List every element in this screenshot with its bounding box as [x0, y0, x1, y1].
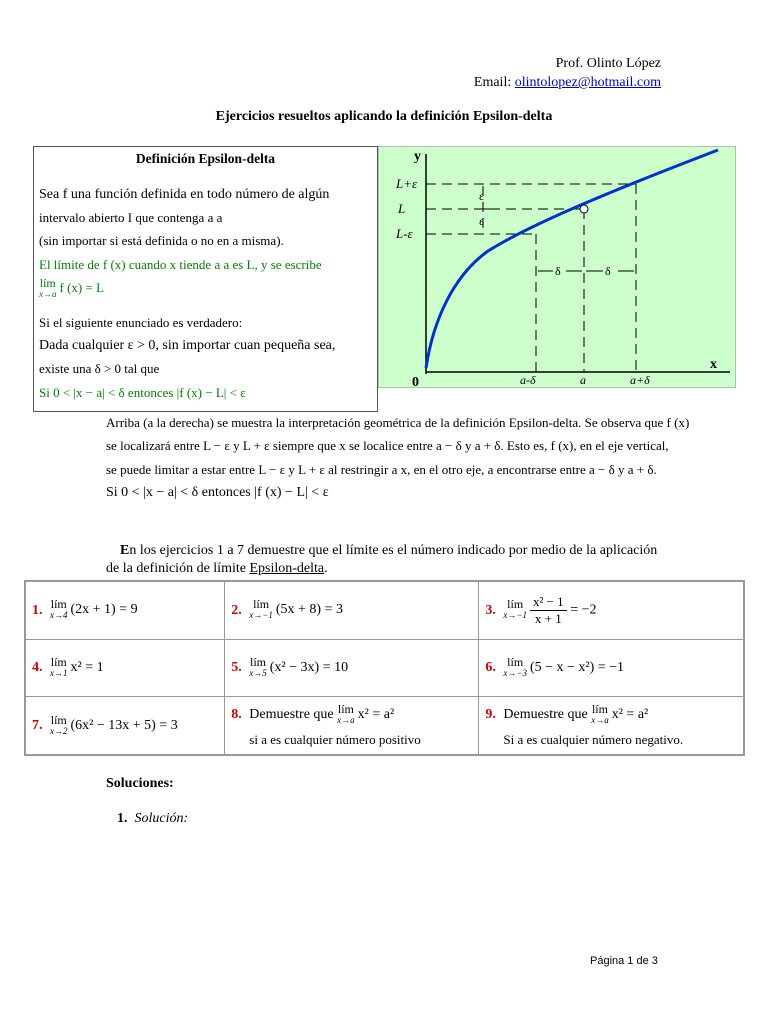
table-row [25, 639, 744, 697]
lim-subscript: x→a [337, 714, 355, 725]
author-name: Prof. Olinto López [555, 56, 661, 71]
lim-word: lím [50, 654, 67, 669]
l-label: L [398, 201, 406, 216]
exercise-cell-2 [225, 581, 479, 639]
limit-notation [39, 278, 57, 300]
definition-line-8: existe una δ > 0 tal que [39, 361, 160, 376]
exercise-cell-9 [479, 697, 744, 755]
lim-subscript: x→1 [50, 667, 68, 678]
a-label: a [580, 373, 586, 387]
exercise-rhs: = −2 [570, 602, 597, 618]
definition-limit [39, 278, 104, 300]
table-row [25, 697, 744, 755]
page-number: Página 1 de 3 [590, 955, 658, 967]
definition-title: Definición Epsilon-delta [135, 151, 276, 166]
delta-label-2: δ [605, 264, 611, 278]
definition-line-3: (sin importar si está definida o no en a misma). [39, 233, 284, 248]
exercise-number: 6. [485, 660, 496, 676]
exercise-cell-8 [225, 697, 479, 755]
exercise-cell-1 [25, 581, 225, 639]
limit-point [580, 205, 588, 213]
lim-word: lím [39, 276, 56, 290]
exercise-expression: (x² − 3x) = 10 [269, 660, 349, 676]
definition-condition: Si 0 < |x − a| < δ entonces |f (x) − L| < ε [39, 385, 246, 400]
eps-label-2: ε [479, 214, 485, 228]
exercise-number: 3. [485, 602, 496, 618]
fraction [530, 594, 567, 627]
explanation-line-2: se localizará entre L − ε y L + ε siempre que x se localice entre a − δ y a + δ. Esto es, f (x), en el eje vertical, [106, 438, 669, 453]
x-axis-label: x [710, 357, 717, 372]
explanation-line-3: se puede limitar a estar entre L − ε y L + ε al restringir a x, en el otro eje, a encontrarse entre a − δ y a + δ. [106, 462, 657, 477]
definition-line-4: El límite de f (x) cuando x tiende a a es L, y se escribe [39, 257, 322, 272]
l-plus-eps-label: L+ε [396, 176, 418, 191]
exercises-intro [106, 542, 666, 578]
lim-subscript: x→−3 [503, 667, 527, 678]
definition-line-6: Si el siguiente enunciado es verdadero: [39, 315, 243, 330]
lim-subscript: x→2 [50, 725, 68, 736]
a-minus-delta-label: a-δ [520, 373, 536, 387]
exercise-cell-4 [25, 639, 225, 697]
lim-subscript: x→4 [50, 610, 68, 621]
intro-drop-letter: E [120, 543, 130, 558]
exercise-number: 9. [485, 706, 496, 722]
intro-text: n los ejercicios 1 a 7 demuestre que el límite es el número indicado por medio de la aplicación de la definición de límite [106, 543, 658, 576]
epsilon-delta-graph [378, 146, 736, 388]
lim-word: lím [591, 701, 608, 716]
fraction-denominator: x + 1 [534, 610, 562, 626]
exercise-expression: (5x + 8) = 3 [275, 602, 343, 618]
definition-line-1: Sea f una función definida en todo número de algún [39, 187, 330, 202]
exercise-cell-7 [25, 697, 225, 755]
lim-word: lím [337, 701, 354, 716]
lim-subscript: x→−1 [249, 610, 273, 621]
explanation-condition: Si 0 < |x − a| < δ entonces |f (x) − L| < ε [106, 485, 329, 500]
exercise-expression: (6x² − 13x + 5) = 3 [70, 717, 178, 733]
limit-expression: f (x) = L [59, 279, 105, 295]
exercise-cell-6 [479, 639, 744, 697]
lim-word: lím [50, 712, 67, 727]
lim-word: lím [250, 654, 267, 669]
exercise-number: 1. [32, 602, 43, 618]
email-line [474, 73, 661, 92]
lim-word: lím [50, 597, 67, 612]
lim-word: lím [507, 654, 524, 669]
exercise-number: 7. [32, 717, 43, 733]
exercise-cell-3 [479, 581, 744, 639]
lim-subscript: x→5 [249, 667, 267, 678]
exercise-cell-5 [225, 639, 479, 697]
definition-line-2: intervalo abierto I que contenga a a [39, 210, 223, 225]
exercise-number: 4. [32, 660, 43, 676]
l-minus-eps-label: L-ε [396, 226, 413, 241]
explanation-line-1: Arriba (a la derecha) se muestra la interpretación geométrica de la definición Epsilon-delta. Se observa que f (x) [106, 415, 690, 430]
definition-line-7: Dada cualquier ε > 0, sin importar cuan pequeña sea, [39, 338, 336, 353]
solutions-heading: Soluciones: [106, 776, 174, 791]
solution-label: Solución: [134, 811, 189, 826]
exercise-prefix: Demuestre que [249, 706, 334, 722]
exercise-note: si a es cualquier número positivo [249, 731, 421, 747]
exercise-expression: x² = 1 [70, 660, 104, 676]
eps-label-1: ε [479, 189, 485, 203]
exercise-expression: (2x + 1) = 9 [70, 602, 138, 618]
solution-item-1 [117, 811, 188, 827]
lim-word: lím [253, 597, 270, 612]
exercise-expression: (5 − x − x²) = −1 [529, 660, 625, 676]
lim-subscript: x→a [39, 289, 57, 299]
exercise-number: 5. [231, 660, 242, 676]
lim-word: lím [507, 597, 524, 612]
exercise-prefix: Demuestre que [503, 706, 588, 722]
exercise-expression: x² = a² [357, 706, 395, 722]
epsilon-delta-link[interactable]: Epsilon-delta [249, 561, 325, 576]
solution-number: 1. [117, 811, 128, 826]
exercises-table [24, 580, 745, 756]
exercise-expression: x² = a² [611, 706, 649, 722]
exercise-number: 8. [231, 706, 242, 722]
table-row [25, 581, 744, 639]
delta-label-1: δ [555, 264, 561, 278]
y-axis-label: y [414, 149, 421, 164]
exercise-number: 2. [231, 602, 242, 618]
a-plus-delta-label: a+δ [630, 373, 650, 387]
lim-subscript: x→−1 [503, 610, 527, 621]
definition-box [33, 146, 378, 412]
intro-end: . [324, 561, 328, 576]
origin-label: 0 [412, 375, 419, 388]
email-label: Email: [473, 75, 512, 90]
fraction-numerator: x² − 1 [530, 594, 567, 611]
lim-subscript: x→a [591, 714, 609, 725]
exercise-note: Si a es cualquier número negativo. [503, 731, 684, 747]
document-title: Ejercicios resueltos aplicando la definición Epsilon-delta [215, 109, 553, 124]
email-link[interactable]: olintolopez@hotmail.com [514, 75, 661, 90]
